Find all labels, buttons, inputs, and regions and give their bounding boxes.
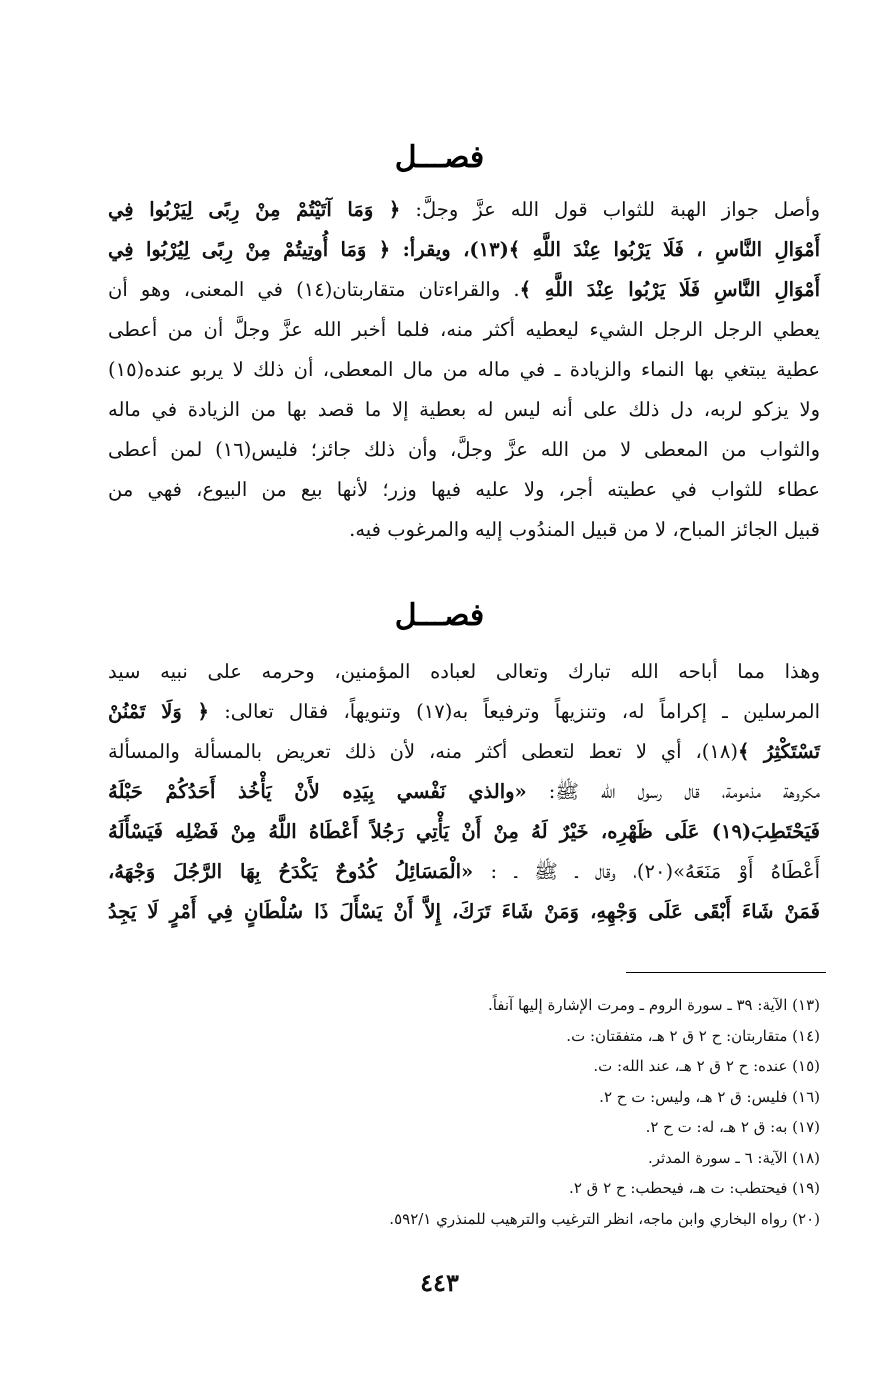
text-line (108, 230, 820, 270)
footnote: (١٤) متقاربتان: ح ٢ ق ٢ هـ، متفقتان: ت. (566, 1026, 820, 1045)
text-run: ﴿ وَمَا آتَيْتُمْ مِنْ رِبًى لِيَرْبُوا فِي (108, 198, 401, 221)
text-run: ﴿ وَلَا تَمْنُنْ (108, 700, 209, 723)
text-line (108, 812, 820, 852)
footnotes (108, 990, 820, 1234)
text-run: (١٣)، ويقرأ: ﴿ وَمَا أُوتِيتُمْ مِنْ رِبًى لِيُرْبُوا فِي (108, 238, 509, 261)
footnote: (١٣) الآية: ٣٩ ـ سورة الروم ـ ومرت الإشارة إليها آنفاً. (487, 996, 820, 1014)
section-heading: فصـــل (394, 140, 485, 175)
text-line (108, 310, 820, 350)
footnote: (١٥) عنده: ح ٢ ق ٢ هـ، عند الله: ت. (593, 1057, 820, 1075)
text-run: فَمَنْ شَاءَ أَبْقَى عَلَى وَجْهِهِ، وَمَنْ شَاءَ تَرَكَ، إِلاَّ أَنْ يَسْأَلَ ذَا سُلْطَانٍ فِي أَمْرٍ لَا يَجِدُ (108, 900, 820, 923)
text-run: تَسْتَكْثِرُ ﴾ (737, 740, 820, 763)
text-run: قبيل الجائز المباح، لا من قبيل المندُوب إليه والمرغوب فيه. (349, 518, 820, 541)
text-line (108, 270, 820, 310)
text-line (108, 652, 820, 692)
text-line (108, 350, 820, 390)
text-run: «والذي نَفْسي بِيَدِه لأَنْ يَأْخُذ أَحَدُكُمْ حَبْلَهُ (108, 780, 527, 803)
text-run: مكروهة مذمومة، قال رسول الله ﷺ: (526, 780, 820, 803)
page-number: ٤٤٣ (420, 1268, 459, 1297)
text-run: وأصل جواز الهبة للثواب قول الله عزَّ وجلَّ: (400, 198, 820, 221)
text-run: ولا يزكو لربه، دل ذلك على أنه ليس له بعطية إلا ما قصد بها من الزيادة في ماله (108, 398, 820, 421)
text-run: فَيَحْتَطِبَ(١٩) عَلَى ظَهْرِه، خَيْرٌ لَهُ مِنْ أَنْ يَأْتِي رَجُلاً أَعْطَاهُ اللَّهُ مِنْ فَضْلِه فَيَسْأَلَهُ (108, 820, 820, 843)
text-line (108, 510, 820, 550)
text-line (108, 190, 820, 230)
text-run: وهذا مما أباحه الله تبارك وتعالى لعباده المؤمنين، وحرمه على نبيه سيد (108, 660, 820, 683)
text-line (108, 470, 820, 510)
footnote: (١٩) فيحتطب: ت هـ، فيحطب: ح ٢ ق ٢. (569, 1179, 820, 1197)
footnote-separator (626, 972, 826, 973)
text-line (108, 772, 820, 812)
text-run: أَمْوَالِ النَّاسِ فَلَا يَرْبُوا عِنْدَ اللَّهِ ﴾ (519, 278, 820, 301)
text-run: عطية يبتغي بها النماء والزيادة ـ في ماله من مال المعطى، أن ذلك لا يربو عنده(١٥) (108, 358, 820, 381)
footnote: (١٨) الآية: ٦ ـ سورة المدثر. (647, 1148, 820, 1167)
text-run: والثواب من المعطى لا من الله عزَّ وجلَّ، وأن ذلك جائز؛ فليس(١٦) لمن أعطى (108, 438, 820, 461)
text-run: المرسلين ـ إكراماً له، وتنزيهاً وترفيعاً به(١٧) وتنويهاً، فقال تعالى: (209, 700, 820, 723)
paragraph-hiba-thawab (108, 190, 820, 550)
text-line (108, 692, 820, 732)
text-line (108, 390, 820, 430)
text-line (108, 430, 820, 470)
text-run: . والقراءتان متقاربتان(١٤) في المعنى، وهو أن (108, 278, 520, 301)
section-heading: فصـــل (394, 598, 485, 633)
footnote: (١٦) فليس: ق ٢ هـ، وليس: ت ح ٢. (599, 1087, 820, 1106)
footnote: (١٧) به: ق ٢ هـ، له: ت ح ٢. (645, 1118, 820, 1136)
text-line (108, 732, 820, 772)
text-run: (١٨)، أي لا تعط لتعطى أكثر منه، لأن ذلك تعريض بالمسألة والمسألة (108, 740, 738, 763)
text-line (108, 852, 820, 892)
text-line (108, 892, 820, 932)
text-run: أَعْطَاهُ أَوْ مَنَعَهُ»(٢٠)، وقال ـ ﷺ ـ : (473, 860, 821, 883)
text-run: أَمْوَالِ النَّاسِ ، فَلَا يَرْبُوا عِنْدَ اللَّهِ ﴾ (508, 238, 820, 261)
text-run: «الْمَسَائِلُ كُدُوحٌ يَكْدَحُ بِهَا الرَّجُلَ وَجْهَهُ، (108, 860, 474, 883)
text-run: عطاء للثواب في عطيته أجر، ولا عليه فيها وزر؛ لأنها بيع من البيوع، فهي من (108, 478, 820, 501)
paragraph-prohibition (108, 652, 820, 932)
text-run: يعطي الرجل الرجل الشيء ليعطيه أكثر منه، فلما أخبر الله عزَّ وجلَّ أن من أعطى (108, 318, 820, 341)
footnote: (٢٠) رواه البخاري وابن ماجه، انظر الترغيب والترهيب للمنذري ٥٩٢/١. (389, 1209, 820, 1228)
